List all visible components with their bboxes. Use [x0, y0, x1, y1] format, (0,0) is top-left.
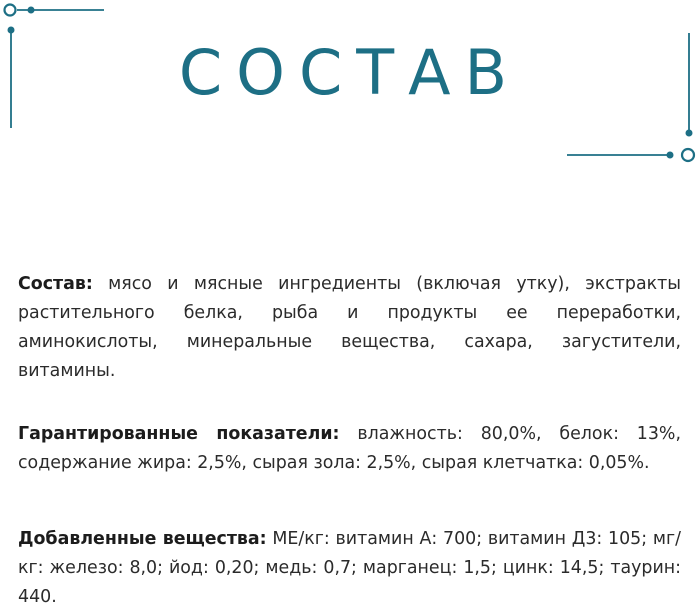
top-left-ring	[5, 5, 16, 16]
top-left-dot-horizontal	[28, 7, 35, 14]
page-title: СОСТАВ	[178, 36, 522, 109]
composition-label: Состав:	[18, 274, 93, 294]
additives-section	[18, 525, 681, 612]
bottom-right-ring	[682, 149, 694, 161]
composition-section	[18, 270, 681, 386]
guaranteed-values-label: Гарантированные показатели:	[18, 424, 340, 444]
bottom-right-dot-horizontal	[667, 152, 674, 159]
guaranteed-values-section	[18, 420, 681, 478]
bottom-right-dot-vertical	[686, 130, 693, 137]
composition-text: мясо и мясные ингредиенты (включая утку), экстракты растительного белка, рыба и продукты ее переработки, аминокислоты, минеральные вещества, сахара, загустители, витамины.	[18, 274, 681, 381]
additives-label: Добавленные вещества:	[18, 529, 267, 549]
additives-text: МЕ/кг: витамин А: 700; витамин Д3: 105; мг/кг: железо: 8,0; йод: 0,20; медь: 0,7; марганец: 1,5; цинк: 14,5; таурин: 440.	[18, 529, 682, 607]
guaranteed-values-text: влажность: 80,0%, белок: 13%, содержание жира: 2,5%, сырая зола: 2,5%, сырая клетчатка: 0,05%.	[18, 424, 681, 473]
